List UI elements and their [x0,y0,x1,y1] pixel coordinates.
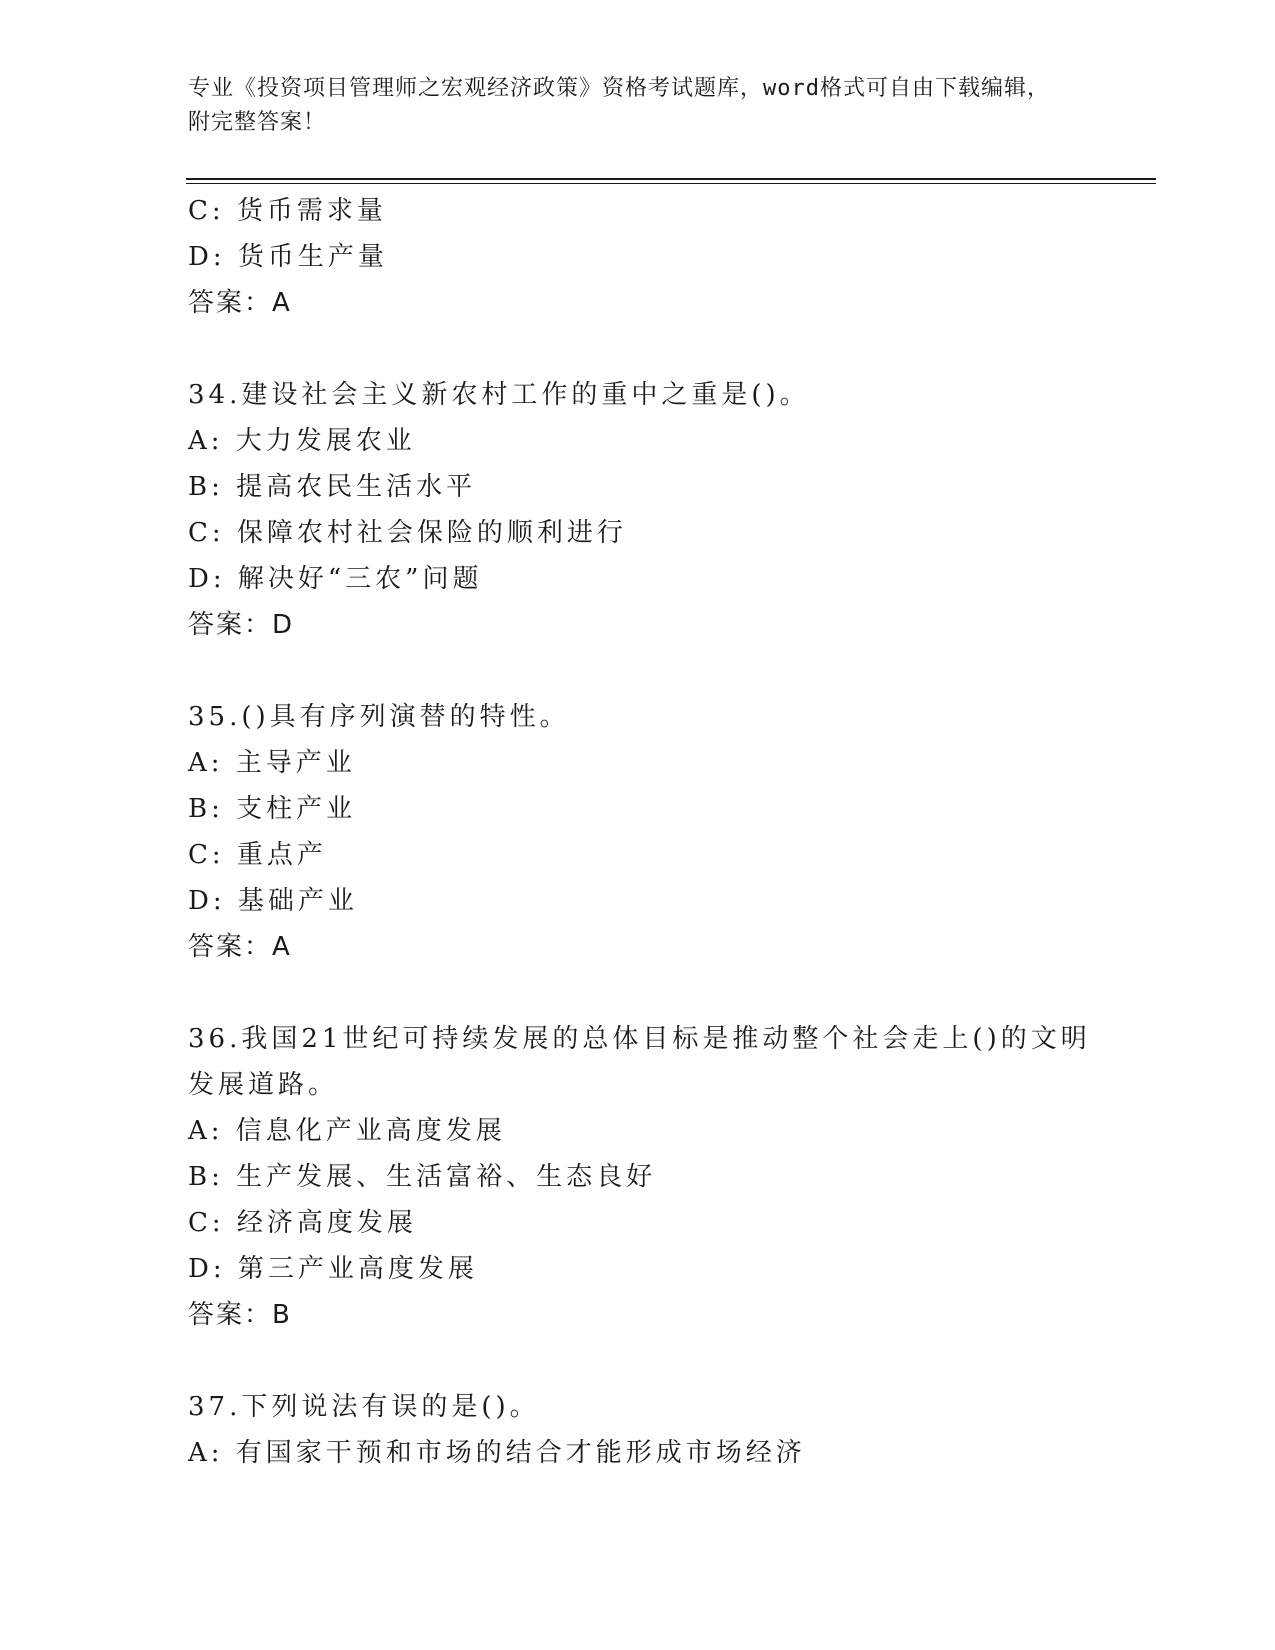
option-c: C: 货币需求量 [188,196,387,226]
answer-line: 答案：A [188,288,292,318]
option-d: D: 第三产业高度发展 [188,1254,478,1284]
question-stem-continued: 发展道路。 [188,1070,339,1100]
option-c: C: 保障农村社会保险的顺利进行 [188,518,627,548]
question-list [188,188,1091,1476]
option-a: A: 有国家干预和市场的结合才能形成市场经济 [188,1438,806,1468]
option-a: A: 信息化产业高度发展 [188,1116,506,1146]
option-a: A: 主导产业 [188,748,356,778]
question-stem: 36.我国21世纪可持续发展的总体目标是推动整个社会走上()的文明 [188,1024,1091,1054]
option-a: A: 大力发展农业 [188,426,416,456]
option-b: B: 提高农民生活水平 [188,472,477,502]
option-b: B: 生产发展、生活富裕、生态良好 [188,1162,657,1192]
document-intro: 专业《投资项目管理师之宏观经济政策》资格考试题库，word格式可自由下载编辑，附完整答案！ [188,76,1050,135]
option-d: D: 基础产业 [188,886,358,916]
option-c: C: 重点产 [188,840,327,870]
question-stem: 37.下列说法有误的是()。 [188,1392,540,1422]
option-c: C: 经济高度发展 [188,1208,417,1238]
answer-line: 答案：D [188,610,295,640]
header-rule-thick [186,178,1156,180]
question-stem: 35.()具有序列演替的特性。 [188,702,570,732]
question-stem: 34.建设社会主义新农村工作的重中之重是()。 [188,380,810,410]
answer-line: 答案：B [188,1300,292,1330]
header-rule-thin [186,183,1156,184]
option-d: D: 解决好“三农”问题 [188,564,483,594]
option-d: D: 货币生产量 [188,242,388,272]
answer-line: 答案：A [188,932,292,962]
option-b: B: 支柱产业 [188,794,357,824]
